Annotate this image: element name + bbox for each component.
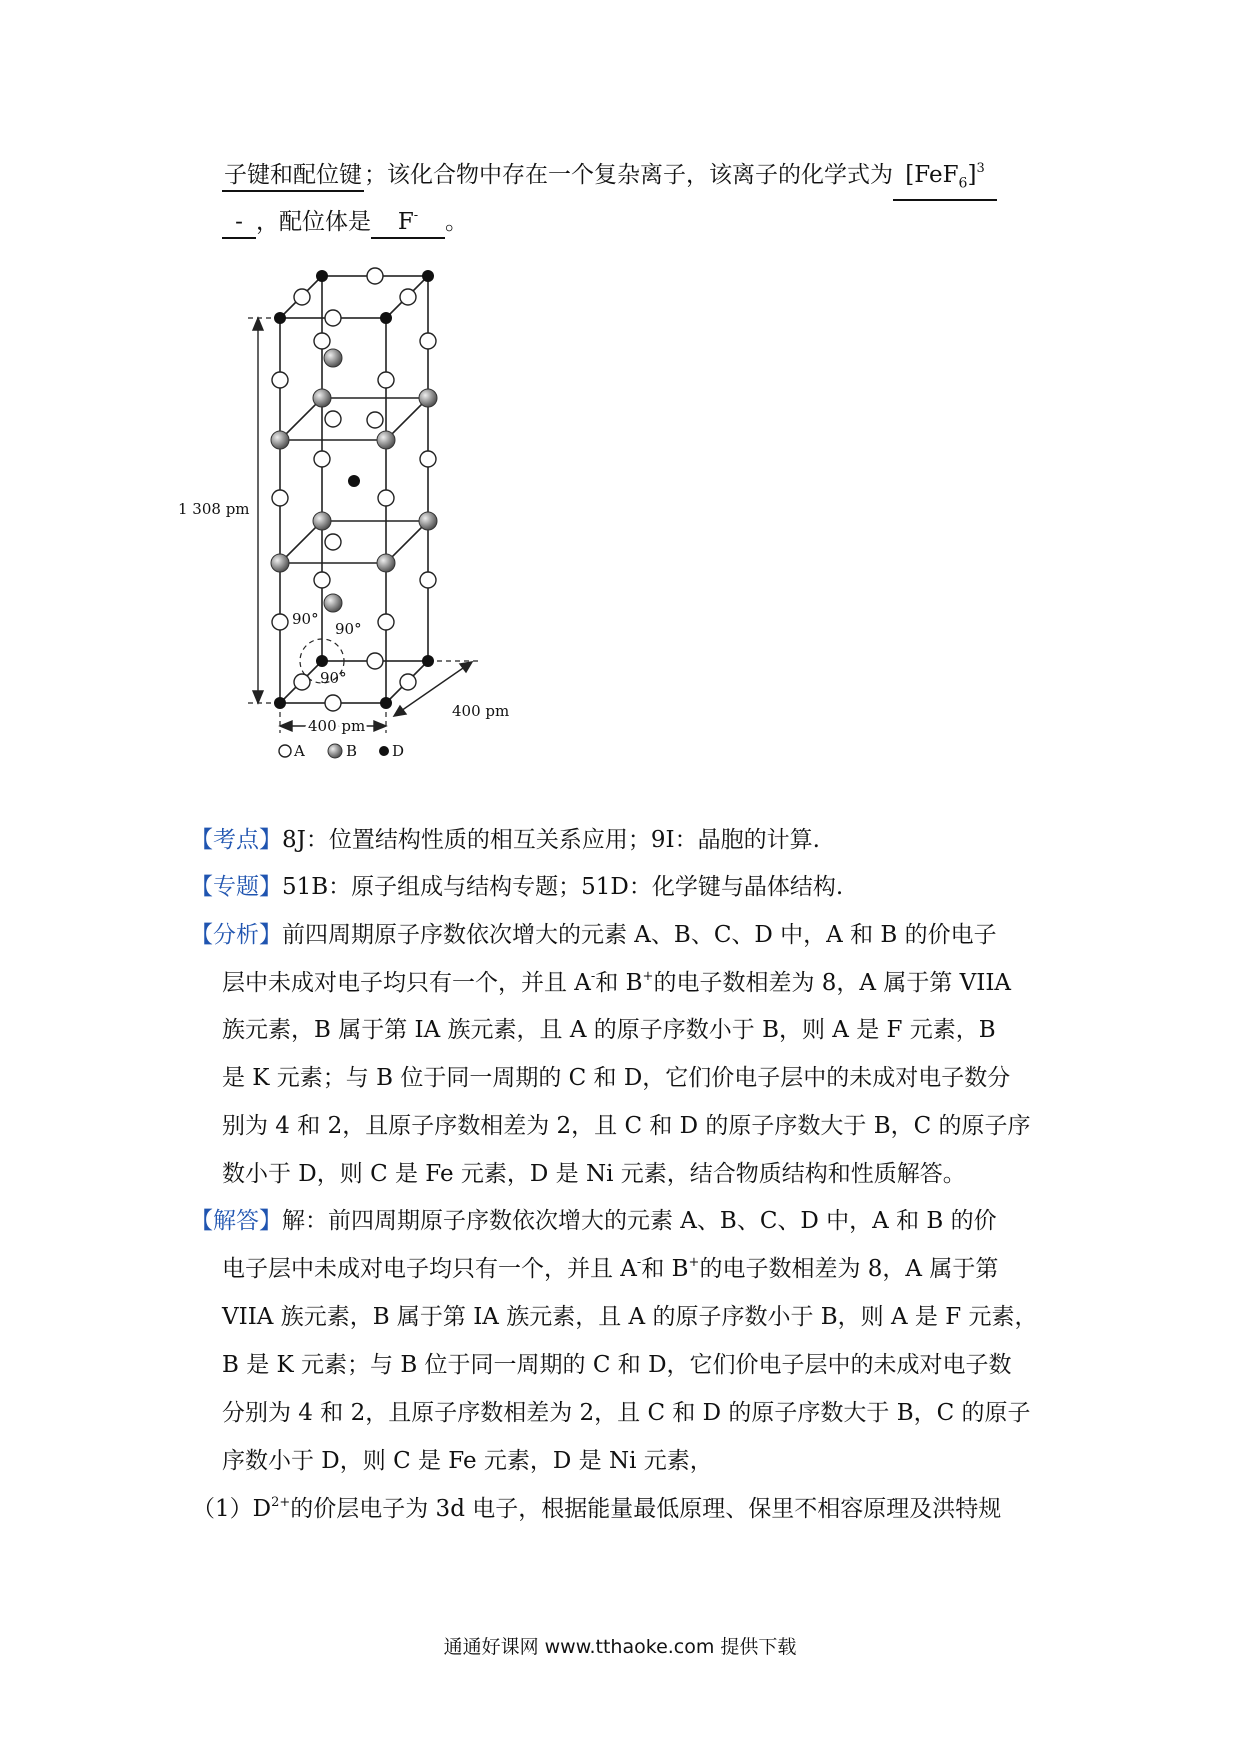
jieda-line: 【解答】解：前四周期原子序数依次增大的元素 A、B、C、D 中，A 和 B 的价 — [190, 1208, 997, 1234]
atoms-a — [272, 268, 436, 711]
atoms-d — [274, 270, 434, 709]
depth-label: 400 pm — [452, 702, 510, 720]
width-label: 400 pm — [308, 717, 366, 735]
legend-d: D — [392, 742, 405, 760]
answer-blank: $[FeF_6]^3$ — [893, 160, 997, 201]
section-tag: 【专题】 — [190, 874, 282, 900]
kaodian-line: 【考点】8J：位置结构性质的相互关系应用；9I：晶胞的计算. — [190, 827, 820, 853]
text-line: 序数小于 D，则 C 是 Fe 元素，D 是 Ni 元素， — [222, 1448, 713, 1474]
text-line: 子键和配位键；该化合物中存在一个复杂离子，该离子的化学式为 $[FeF_6]^3$ — [222, 160, 997, 201]
height-label: 1 308 pm — [178, 500, 250, 518]
answer-blank: 子键和配位键 — [222, 160, 364, 192]
text-line: 分别为 4 和 2，且原子序数相差为 2，且 C 和 D 的原子序数大于 B，C 的原子 — [222, 1400, 1031, 1426]
text-line: 族元素，B 属于第 IA 族元素，且 A 的原子序数小于 B，则 A 是 F 元素，B — [222, 1017, 996, 1043]
legend-b: B — [346, 742, 358, 760]
crystal-cell-figure — [178, 258, 520, 760]
text-line: 数小于 D，则 C 是 Fe 元素，D 是 Ni 元素，结合物质结构和性质解答。 — [222, 1161, 966, 1187]
answer-blank: - — [222, 207, 256, 239]
section-tag: 【解答】 — [190, 1208, 282, 1234]
text-line: 电子层中未成对电子均只有一个，并且 A-和 B+的电子数相差为 8，A 属于第 — [222, 1255, 999, 1282]
cell-edges — [280, 276, 428, 703]
question-1-line: $(1)D^{2+}$的价层电子为 3d 电子，根据能量最低原理、保里不相容原理及洪特规 — [192, 1495, 1002, 1522]
angle-label: 90° — [335, 620, 362, 638]
text-line: B 是 K 元素；与 B 位于同一周期的 C 和 D，它们价电子层中的未成对电子数 — [222, 1352, 1012, 1378]
text-line: - ，配位体是 F- 。 — [222, 207, 468, 239]
section-tag: 【分析】 — [190, 922, 282, 948]
section-tag: 【考点】 — [190, 827, 282, 853]
fenxi-line: 【分析】前四周期原子序数依次增大的元素 A、B、C、D 中，A 和 B 的价电子 — [190, 922, 997, 948]
text-line: 层中未成对电子均只有一个，并且 A-和 B+的电子数相差为 8，A 属于第 VIIA — [222, 969, 1012, 996]
legend — [279, 742, 404, 760]
legend-a: A — [294, 742, 305, 760]
text-line: VIIA 族元素，B 属于第 IA 族元素，且 A 的原子序数小于 B，则 A 是 F 元素， — [222, 1304, 1038, 1330]
zhuanti-line: 【专题】51B：原子组成与结构专题；51D：化学键与晶体结构. — [190, 874, 844, 900]
answer-blank: F- — [371, 207, 445, 239]
angle-label: 90° — [320, 669, 347, 687]
angle-label: 90° — [292, 610, 319, 628]
text-line: 是 K 元素；与 B 位于同一周期的 C 和 D，它们价电子层中的未成对电子数分 — [222, 1065, 1011, 1091]
page-footer: 通通好课网 www.tthaoke.com 提供下载 — [443, 1636, 797, 1658]
text-line: 别为 4 和 2，且原子序数相差为 2，且 C 和 D 的原子序数大于 B，C 的原子序 — [222, 1113, 1031, 1139]
